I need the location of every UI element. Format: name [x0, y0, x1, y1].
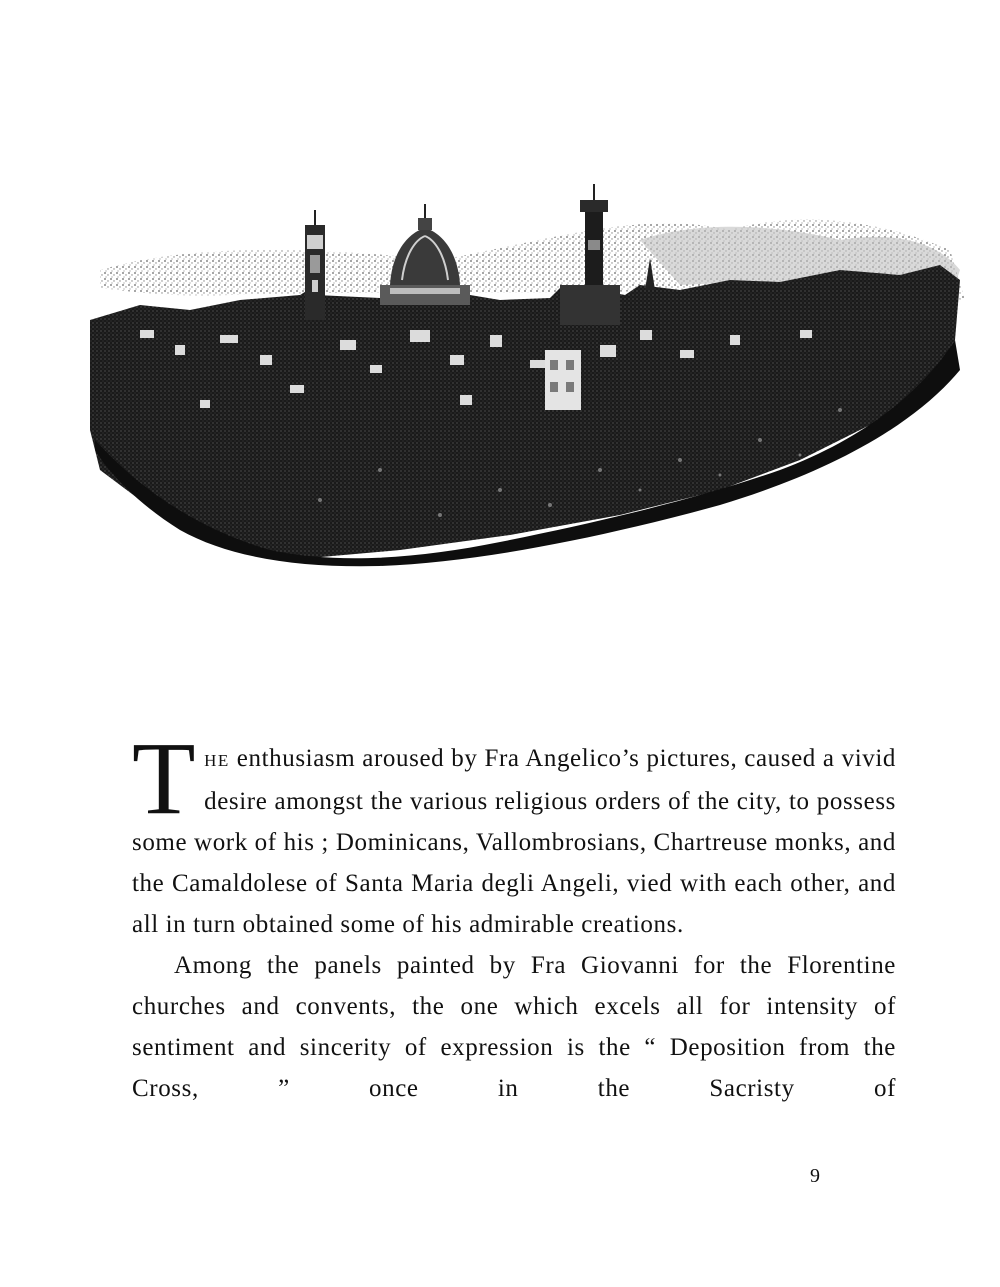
drop-cap: T [132, 721, 197, 836]
paragraph-2: Among the panels painted by Fra Giovanni for the Florentine churches and convents, the one which excels all for intensity of sentiment and sincerity of expression is the “ Deposition from the Cross, ” once in the Sacristy of [132, 952, 896, 1102]
city-silhouette [90, 265, 960, 558]
body-text [132, 721, 896, 1109]
paragraph-1 [132, 721, 896, 945]
small-caps-lead: HE [204, 751, 230, 770]
paragraph-1-text: enthusiasm aroused by Fra Angelico’s pictures, caused a vivid desire amongst the various religious orders of the city, to possess some work of his ; Dominicans, Vallombrosians, Chartreuse monks, and the Camaldolese of Santa Maria degli Angeli, vied with each other, and all in turn obtained some of his admirable creations. [132, 745, 896, 938]
florence-skyline-illustration [80, 170, 970, 570]
page-number: 9 [810, 1165, 821, 1187]
